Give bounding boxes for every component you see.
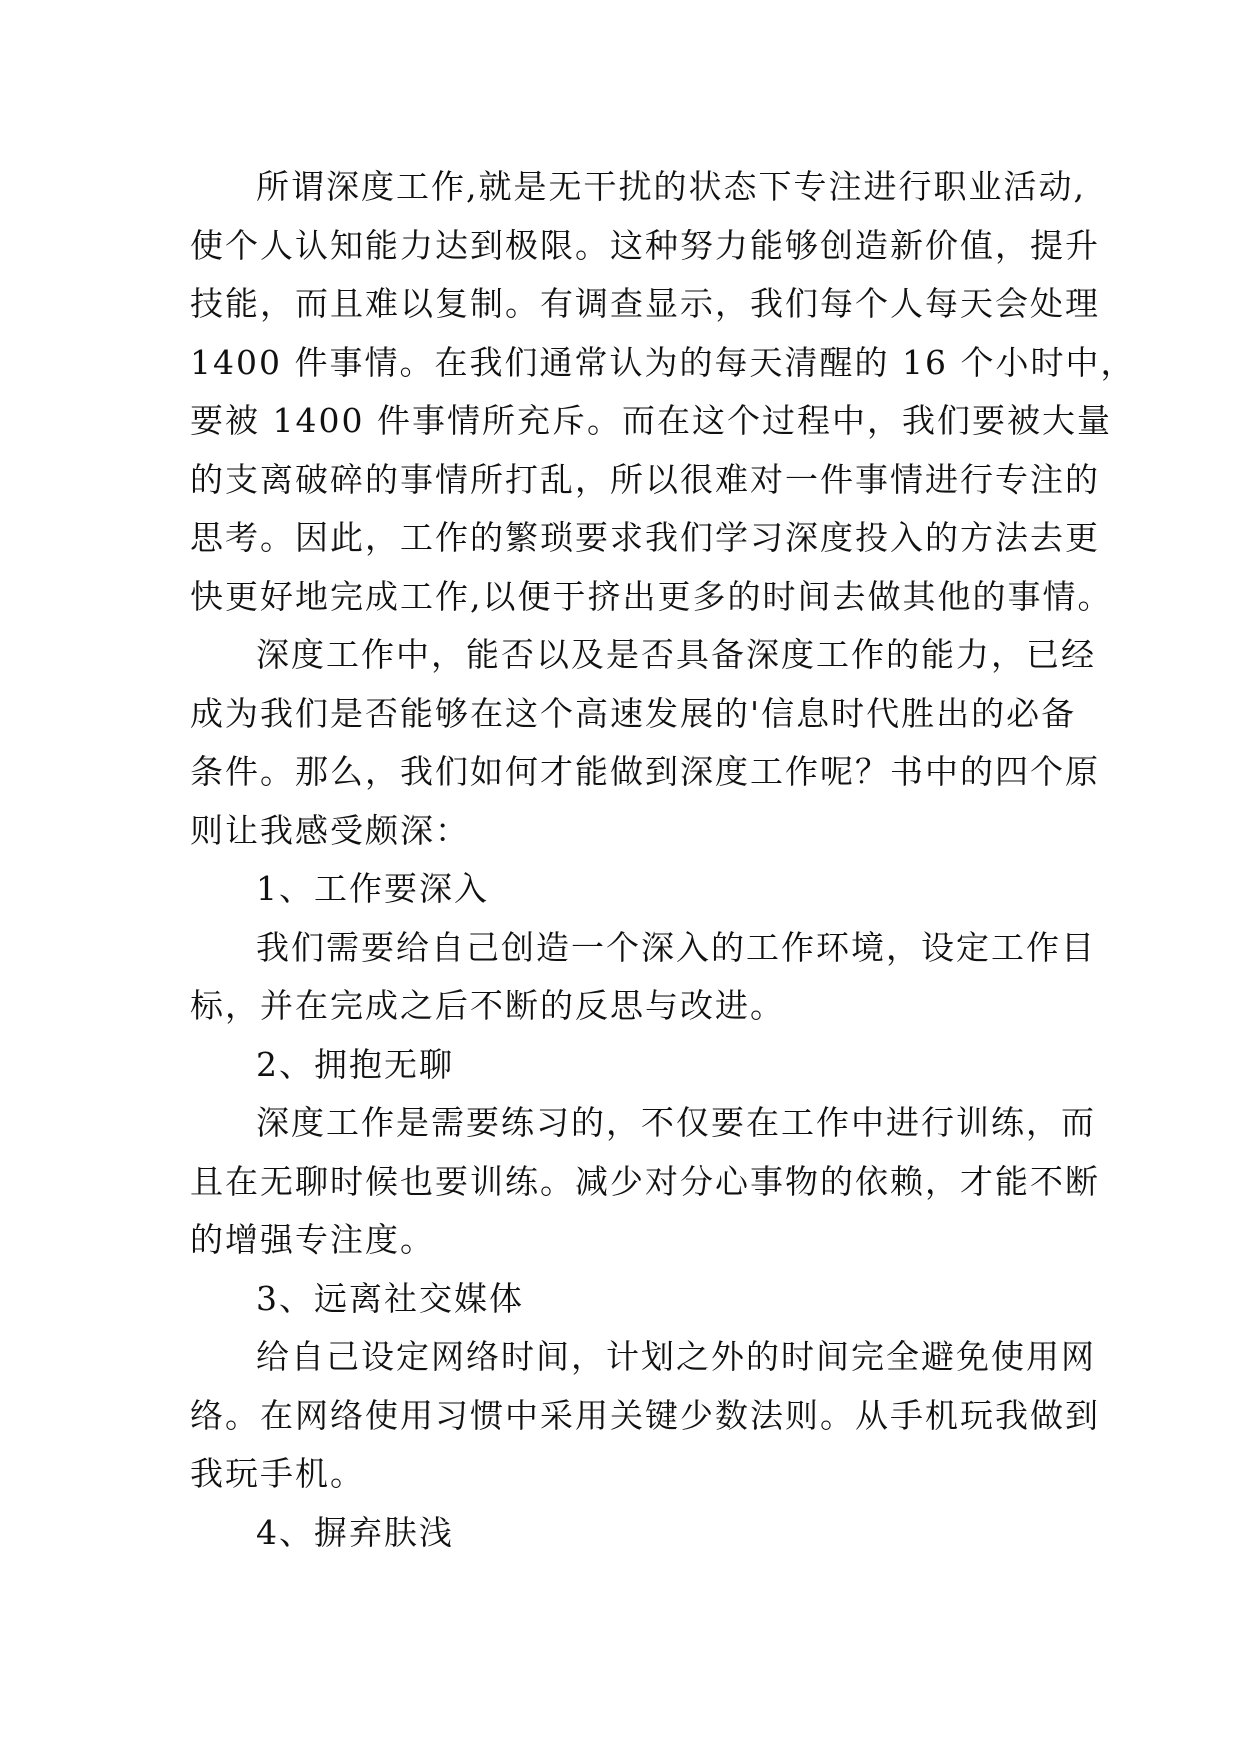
text-line: 技能，而且难以复制。有调查显示，我们每个人每天会处理	[190, 284, 1100, 323]
text-line: 1、工作要深入	[256, 869, 489, 908]
text-line: 的支离破碎的事情所打乱，所以很难对一件事情进行专注的	[190, 459, 1100, 499]
text-line: 络。在网络使用习惯中采用关键少数法则。从手机玩我做到	[190, 1395, 1100, 1435]
heading-principle-3	[190, 1270, 1080, 1329]
heading-principle-1	[190, 860, 1080, 919]
text-line: 所谓深度工作,就是无干扰的状态下专注进行职业活动,	[256, 167, 1086, 206]
text-line: 的增强专注度。	[190, 1220, 435, 1259]
text-line: 我们需要给自己创造一个深入的工作环境，设定工作目	[256, 927, 1096, 967]
text-line: 1400 件事情。在我们通常认为的每天清醒的 16 个小时中，	[190, 342, 1136, 382]
text-line: 2、拥抱无聊	[256, 1044, 454, 1084]
text-line: 标，并在完成之后不断的反思与改进。	[190, 986, 785, 1025]
document-body	[190, 158, 1136, 1562]
text-line: 则让我感受颇深：	[190, 810, 470, 850]
text-line: 思考。因此，工作的繁琐要求我们学习深度投入的方法去更	[190, 518, 1100, 557]
heading-principle-4	[190, 1504, 1080, 1563]
paragraph-principle-3	[190, 1328, 1100, 1504]
paragraph-deep-work-ability	[190, 626, 1100, 860]
text-line: 成为我们是否能够在这个高速发展的'信息时代胜出的必备	[190, 693, 1077, 733]
text-line: 深度工作中，能否以及是否具备深度工作的能力，已经	[256, 635, 1096, 674]
paragraph-principle-1	[190, 919, 1096, 1036]
text-line: 且在无聊时候也要训练。减少对分心事物的依赖，才能不断	[190, 1161, 1100, 1201]
text-line: 使个人认知能力达到极限。这种努力能够创造新价值，提升	[190, 225, 1100, 265]
text-line: 给自己设定网络时间，计划之外的时间完全避免使用网	[256, 1337, 1096, 1376]
paragraph-deep-work-definition	[190, 158, 1136, 626]
text-line: 4、摒弃肤浅	[256, 1512, 454, 1552]
text-line: 3、远离社交媒体	[256, 1278, 524, 1318]
text-line: 要被 1400 件事情所充斥。而在这个过程中，我们要被大量	[190, 401, 1112, 440]
text-line: 快更好地完成工作,以便于挤出更多的时间去做其他的事情。	[190, 576, 1113, 616]
text-line: 深度工作是需要练习的，不仅要在工作中进行训练，而	[256, 1103, 1096, 1142]
paragraph-principle-2	[190, 1094, 1100, 1270]
text-line: 我玩手机。	[190, 1454, 365, 1493]
text-line: 条件。那么，我们如何才能做到深度工作呢？书中的四个原	[190, 752, 1100, 791]
heading-principle-2	[190, 1036, 1080, 1095]
